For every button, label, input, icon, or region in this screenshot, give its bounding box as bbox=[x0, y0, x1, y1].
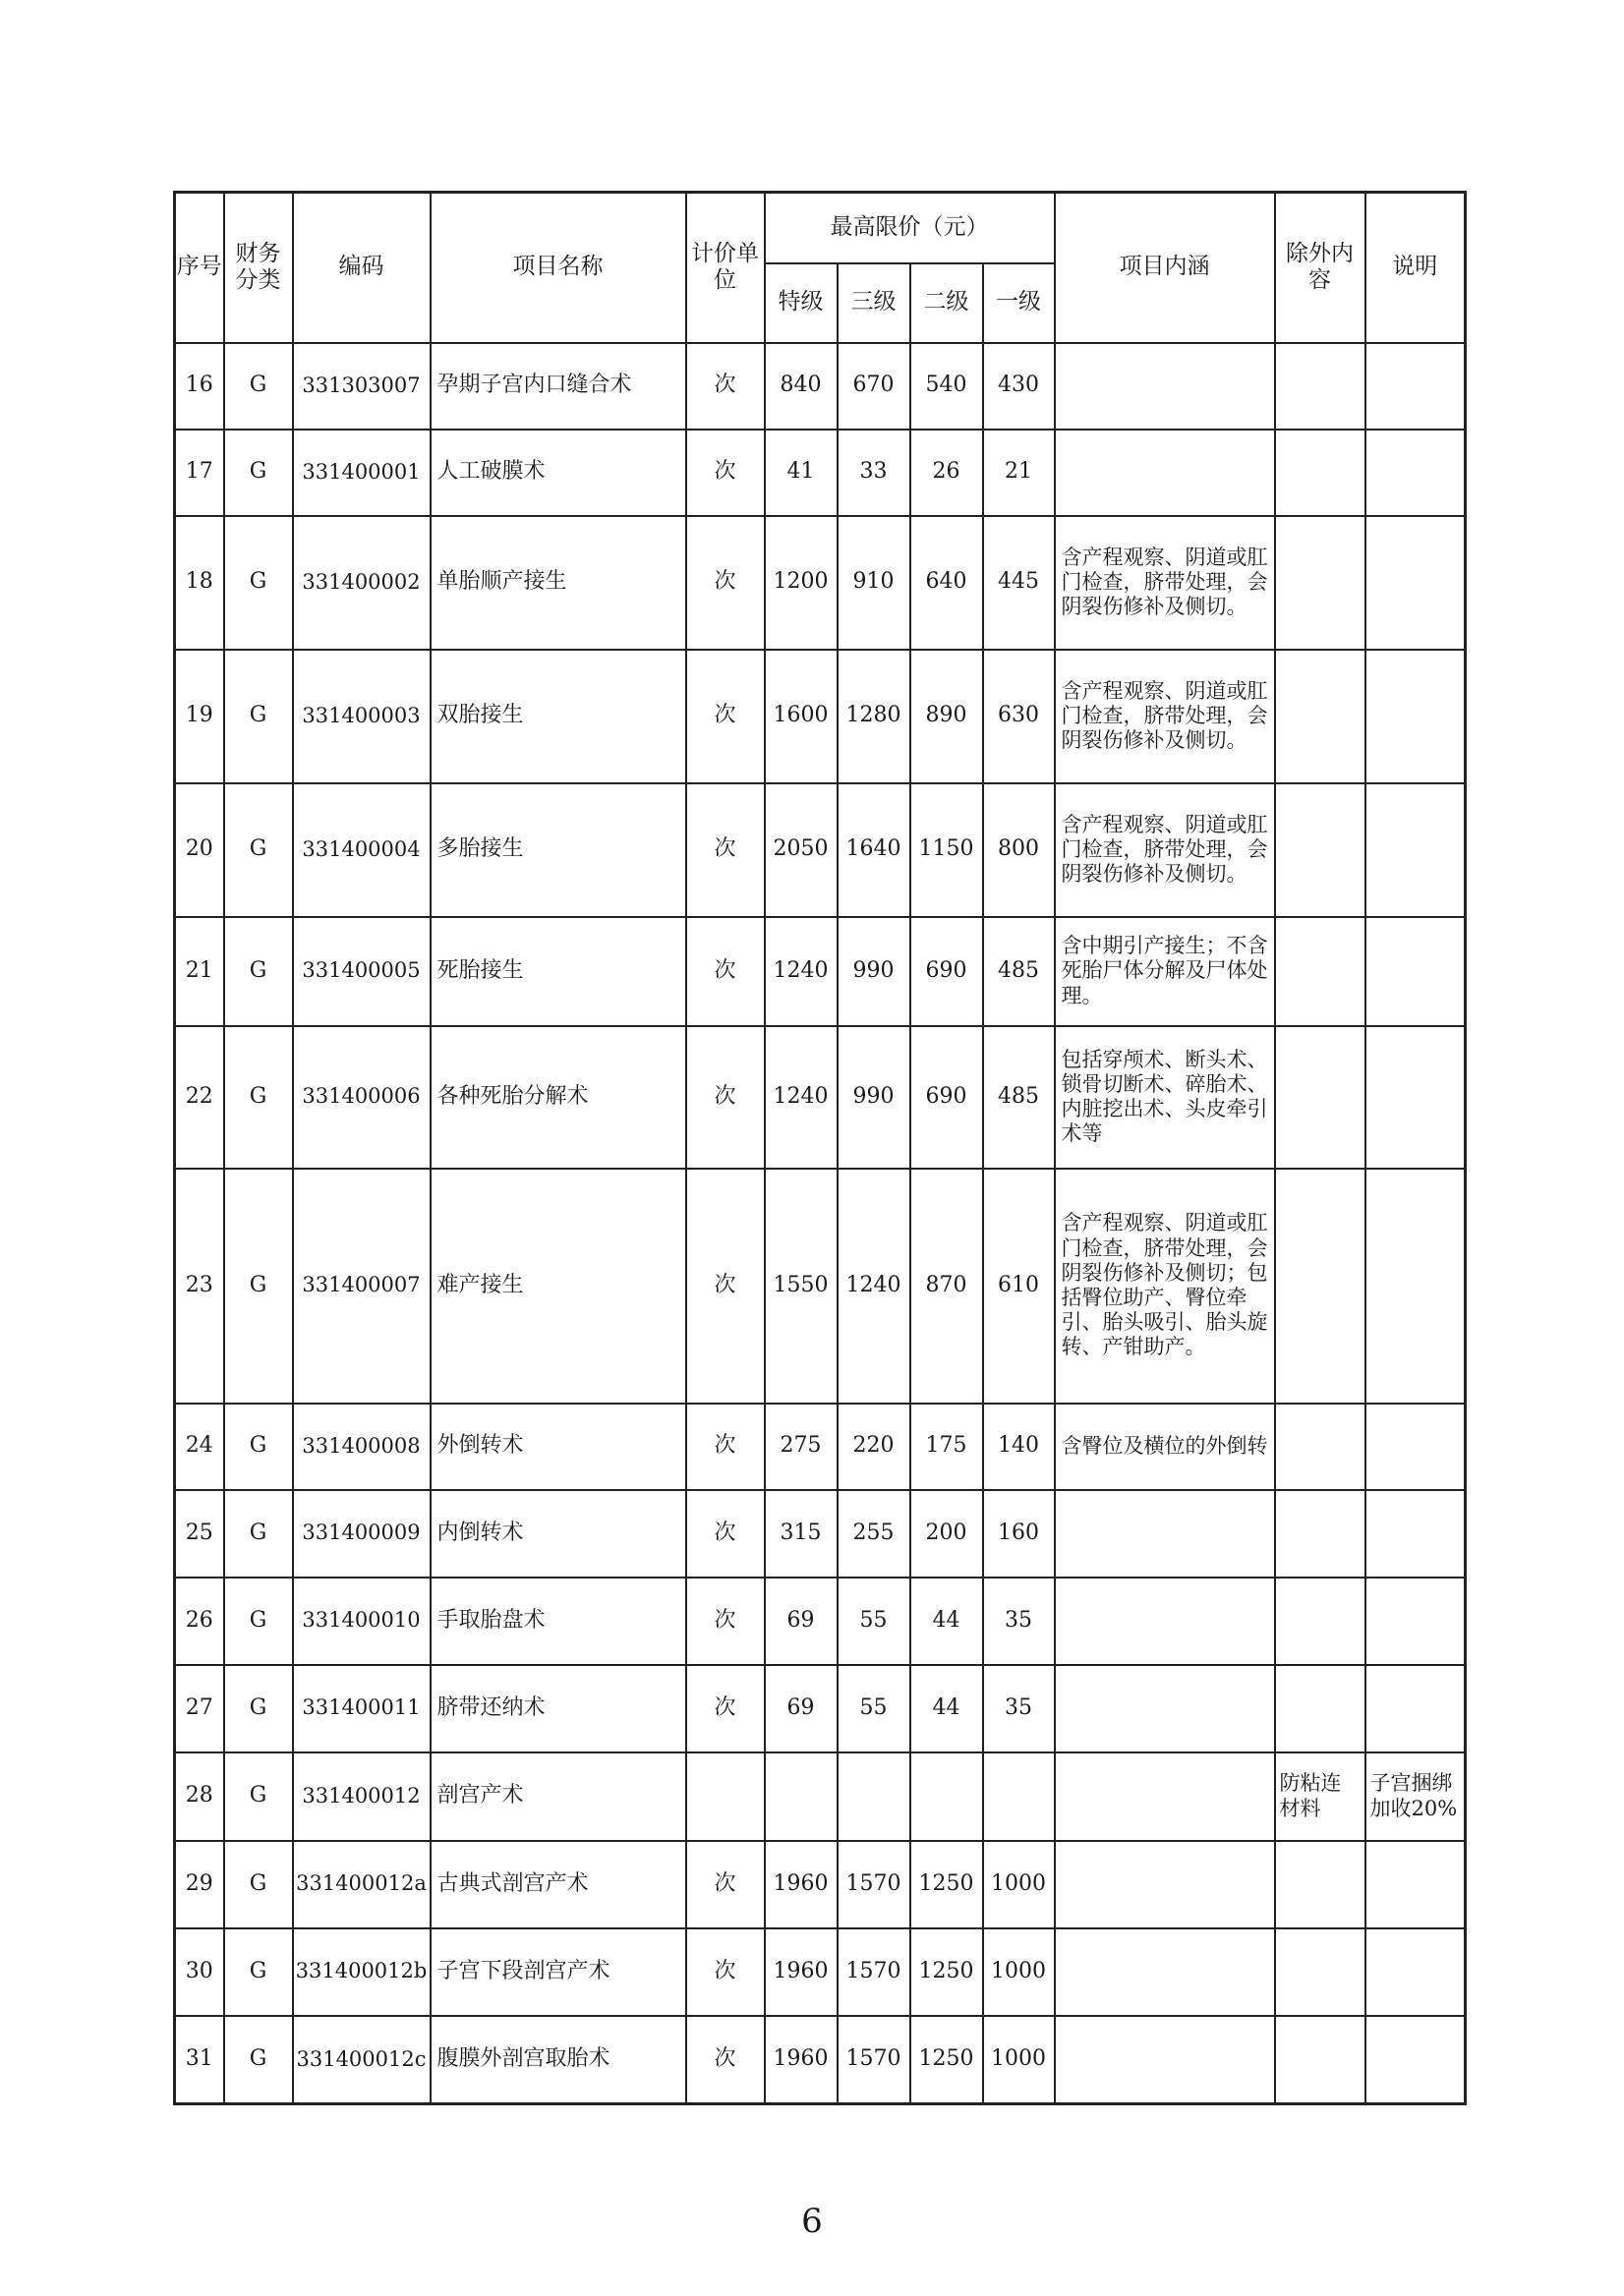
header-note: 说明 bbox=[1365, 193, 1466, 343]
row-price-level3: 1570 bbox=[838, 2016, 910, 2104]
row-name: 内倒转术 bbox=[431, 1490, 686, 1578]
row-price-special: 840 bbox=[765, 343, 838, 430]
row-price-level3: 1570 bbox=[838, 1841, 910, 1928]
table-row bbox=[175, 1752, 1466, 1841]
row-price-level2: 1250 bbox=[910, 2016, 983, 2104]
row-content: 含中期引产接生；不含死胎尸体分解及尸体处理。 bbox=[1055, 917, 1275, 1026]
row-unit: 次 bbox=[686, 1404, 765, 1490]
table-row bbox=[175, 1841, 1466, 1928]
row-price-special: 1240 bbox=[765, 1026, 838, 1169]
header-price-level1: 一级 bbox=[983, 263, 1055, 343]
row-price-level1: 630 bbox=[983, 650, 1055, 783]
row-name: 外倒转术 bbox=[431, 1404, 686, 1490]
row-category: G bbox=[224, 516, 293, 650]
row-category: G bbox=[224, 917, 293, 1026]
row-seq: 29 bbox=[175, 1841, 224, 1928]
row-note bbox=[1365, 1490, 1466, 1578]
row-price-special: 1960 bbox=[765, 1841, 838, 1928]
row-name: 古典式剖宫产术 bbox=[431, 1841, 686, 1928]
row-note bbox=[1365, 1841, 1466, 1928]
row-excluded bbox=[1275, 783, 1365, 917]
row-excluded bbox=[1275, 516, 1365, 650]
header-code: 编码 bbox=[293, 193, 431, 343]
row-content bbox=[1055, 1578, 1275, 1665]
row-note bbox=[1365, 650, 1466, 783]
row-content bbox=[1055, 430, 1275, 516]
header-excluded: 除外内容 bbox=[1275, 193, 1365, 343]
row-note bbox=[1365, 2016, 1466, 2104]
row-price-level2: 890 bbox=[910, 650, 983, 783]
row-price-special: 1550 bbox=[765, 1169, 838, 1404]
row-excluded bbox=[1275, 917, 1365, 1026]
row-price-level3: 220 bbox=[838, 1404, 910, 1490]
row-note bbox=[1365, 917, 1466, 1026]
row-category: G bbox=[224, 1665, 293, 1752]
row-price-special: 69 bbox=[765, 1578, 838, 1665]
row-code: 331400012a bbox=[293, 1841, 431, 1928]
row-note bbox=[1365, 1578, 1466, 1665]
page-number: 6 bbox=[801, 2202, 823, 2241]
row-excluded bbox=[1275, 650, 1365, 783]
row-price-level2: 690 bbox=[910, 1026, 983, 1169]
row-unit: 次 bbox=[686, 1928, 765, 2016]
row-content bbox=[1055, 343, 1275, 430]
row-seq: 18 bbox=[175, 516, 224, 650]
row-price-level1: 1000 bbox=[983, 1928, 1055, 2016]
row-code: 331400009 bbox=[293, 1490, 431, 1578]
row-excluded bbox=[1275, 2016, 1365, 2104]
row-price-special: 1960 bbox=[765, 1928, 838, 2016]
row-seq: 24 bbox=[175, 1404, 224, 1490]
row-price-level3: 33 bbox=[838, 430, 910, 516]
row-seq: 19 bbox=[175, 650, 224, 783]
row-code: 331400010 bbox=[293, 1578, 431, 1665]
row-unit: 次 bbox=[686, 1578, 765, 1665]
row-price-level2: 1250 bbox=[910, 1928, 983, 2016]
row-price-level3: 55 bbox=[838, 1665, 910, 1752]
row-seq: 23 bbox=[175, 1169, 224, 1404]
row-excluded: 防粘连材料 bbox=[1275, 1752, 1365, 1841]
row-category: G bbox=[224, 650, 293, 783]
row-price-level1 bbox=[983, 1752, 1055, 1841]
row-content: 包括穿颅术、断头术、锁骨切断术、碎胎术、内脏挖出术、头皮牵引术等 bbox=[1055, 1026, 1275, 1169]
row-excluded bbox=[1275, 430, 1365, 516]
row-price-level1: 800 bbox=[983, 783, 1055, 917]
row-name: 腹膜外剖宫取胎术 bbox=[431, 2016, 686, 2104]
row-price-special: 315 bbox=[765, 1490, 838, 1578]
row-content bbox=[1055, 1490, 1275, 1578]
row-content bbox=[1055, 1928, 1275, 2016]
row-content bbox=[1055, 1752, 1275, 1841]
row-name: 子宫下段剖宫产术 bbox=[431, 1928, 686, 2016]
table-row bbox=[175, 1578, 1466, 1665]
row-code: 331400012c bbox=[293, 2016, 431, 2104]
row-price-special bbox=[765, 1752, 838, 1841]
row-name: 难产接生 bbox=[431, 1169, 686, 1404]
row-category: G bbox=[224, 1026, 293, 1169]
row-price-level3: 1280 bbox=[838, 650, 910, 783]
table-row bbox=[175, 650, 1466, 783]
row-price-level2: 870 bbox=[910, 1169, 983, 1404]
row-seq: 25 bbox=[175, 1490, 224, 1578]
row-price-level3: 990 bbox=[838, 1026, 910, 1169]
row-seq: 22 bbox=[175, 1026, 224, 1169]
row-content: 含产程观察、阴道或肛门检查，脐带处理，会阴裂伤修补及侧切。 bbox=[1055, 650, 1275, 783]
row-name: 剖宫产术 bbox=[431, 1752, 686, 1841]
header-price-level2: 二级 bbox=[910, 263, 983, 343]
row-price-level2: 690 bbox=[910, 917, 983, 1026]
row-name: 孕期子宫内口缝合术 bbox=[431, 343, 686, 430]
row-price-level2: 26 bbox=[910, 430, 983, 516]
row-unit: 次 bbox=[686, 783, 765, 917]
row-price-level1: 35 bbox=[983, 1578, 1055, 1665]
row-category: G bbox=[224, 343, 293, 430]
row-code: 331400011 bbox=[293, 1665, 431, 1752]
row-category: G bbox=[224, 1752, 293, 1841]
row-price-special: 1960 bbox=[765, 2016, 838, 2104]
row-unit: 次 bbox=[686, 343, 765, 430]
row-price-level3: 670 bbox=[838, 343, 910, 430]
row-content bbox=[1055, 1841, 1275, 1928]
row-name: 双胎接生 bbox=[431, 650, 686, 783]
row-excluded bbox=[1275, 1404, 1365, 1490]
header-category: 财务分类 bbox=[224, 193, 293, 343]
row-excluded bbox=[1275, 1665, 1365, 1752]
row-excluded bbox=[1275, 1169, 1365, 1404]
row-code: 331400008 bbox=[293, 1404, 431, 1490]
row-note bbox=[1365, 516, 1466, 650]
header-name: 项目名称 bbox=[431, 193, 686, 343]
row-note bbox=[1365, 1665, 1466, 1752]
row-price-level3 bbox=[838, 1752, 910, 1841]
row-category: G bbox=[224, 1404, 293, 1490]
table-row bbox=[175, 1026, 1466, 1169]
row-code: 331400006 bbox=[293, 1026, 431, 1169]
table-row bbox=[175, 1169, 1466, 1404]
row-price-level2 bbox=[910, 1752, 983, 1841]
row-unit: 次 bbox=[686, 1665, 765, 1752]
row-content: 含产程观察、阴道或肛门检查，脐带处理，会阴裂伤修补及侧切。 bbox=[1055, 783, 1275, 917]
row-price-level2: 200 bbox=[910, 1490, 983, 1578]
row-seq: 27 bbox=[175, 1665, 224, 1752]
row-note bbox=[1365, 430, 1466, 516]
row-category: G bbox=[224, 1169, 293, 1404]
row-note bbox=[1365, 1928, 1466, 2016]
row-price-special: 1600 bbox=[765, 650, 838, 783]
table-row bbox=[175, 1665, 1466, 1752]
row-seq: 20 bbox=[175, 783, 224, 917]
row-code: 331400007 bbox=[293, 1169, 431, 1404]
header-price-special: 特级 bbox=[765, 263, 838, 343]
row-content bbox=[1055, 1665, 1275, 1752]
row-seq: 31 bbox=[175, 2016, 224, 2104]
table-row bbox=[175, 1928, 1466, 2016]
row-price-level1: 610 bbox=[983, 1169, 1055, 1404]
row-name: 手取胎盘术 bbox=[431, 1578, 686, 1665]
row-unit: 次 bbox=[686, 1490, 765, 1578]
row-price-special: 41 bbox=[765, 430, 838, 516]
row-excluded bbox=[1275, 343, 1365, 430]
row-note: 子宫捆绑加收20% bbox=[1365, 1752, 1466, 1841]
row-price-level3: 910 bbox=[838, 516, 910, 650]
row-content: 含臀位及横位的外倒转 bbox=[1055, 1404, 1275, 1490]
row-seq: 30 bbox=[175, 1928, 224, 2016]
row-price-level3: 1570 bbox=[838, 1928, 910, 2016]
row-note bbox=[1365, 783, 1466, 917]
row-price-level2: 540 bbox=[910, 343, 983, 430]
row-price-level3: 1640 bbox=[838, 783, 910, 917]
row-price-level3: 55 bbox=[838, 1578, 910, 1665]
header-price-level3: 三级 bbox=[838, 263, 910, 343]
row-price-special: 69 bbox=[765, 1665, 838, 1752]
table-row bbox=[175, 343, 1466, 430]
row-content: 含产程观察、阴道或肛门检查，脐带处理，会阴裂伤修补及侧切。 bbox=[1055, 516, 1275, 650]
row-category: G bbox=[224, 783, 293, 917]
table-row bbox=[175, 1490, 1466, 1578]
row-unit: 次 bbox=[686, 1026, 765, 1169]
row-unit: 次 bbox=[686, 2016, 765, 2104]
row-price-level3: 1240 bbox=[838, 1169, 910, 1404]
row-price-level1: 430 bbox=[983, 343, 1055, 430]
row-name: 各种死胎分解术 bbox=[431, 1026, 686, 1169]
row-price-level2: 44 bbox=[910, 1578, 983, 1665]
row-seq: 26 bbox=[175, 1578, 224, 1665]
header-seq: 序号 bbox=[175, 193, 224, 343]
row-category: G bbox=[224, 1841, 293, 1928]
table-row bbox=[175, 783, 1466, 917]
row-category: G bbox=[224, 430, 293, 516]
row-unit: 次 bbox=[686, 516, 765, 650]
row-name: 多胎接生 bbox=[431, 783, 686, 917]
row-unit: 次 bbox=[686, 1169, 765, 1404]
row-category: G bbox=[224, 1490, 293, 1578]
header-unit: 计价单位 bbox=[686, 193, 765, 343]
row-price-level2: 1150 bbox=[910, 783, 983, 917]
row-unit: 次 bbox=[686, 430, 765, 516]
row-price-level1: 1000 bbox=[983, 2016, 1055, 2104]
row-price-level2: 1250 bbox=[910, 1841, 983, 1928]
row-excluded bbox=[1275, 1578, 1365, 1665]
row-note bbox=[1365, 1026, 1466, 1169]
table-row bbox=[175, 2016, 1466, 2104]
table-row bbox=[175, 917, 1466, 1026]
table-row bbox=[175, 516, 1466, 650]
row-price-level3: 990 bbox=[838, 917, 910, 1026]
row-price-special: 275 bbox=[765, 1404, 838, 1490]
row-code: 331400003 bbox=[293, 650, 431, 783]
table-row bbox=[175, 1404, 1466, 1490]
row-price-level2: 44 bbox=[910, 1665, 983, 1752]
row-price-level1: 35 bbox=[983, 1665, 1055, 1752]
row-note bbox=[1365, 1169, 1466, 1404]
row-code: 331400005 bbox=[293, 917, 431, 1026]
row-name: 人工破膜术 bbox=[431, 430, 686, 516]
row-seq: 21 bbox=[175, 917, 224, 1026]
row-code: 331400004 bbox=[293, 783, 431, 917]
row-code: 331400002 bbox=[293, 516, 431, 650]
header-content: 项目内涵 bbox=[1055, 193, 1275, 343]
row-note bbox=[1365, 343, 1466, 430]
row-content: 含产程观察、阴道或肛门检查，脐带处理，会阴裂伤修补及侧切；包括臀位助产、臀位牵引、胎头吸引、胎头旋转、产钳助产。 bbox=[1055, 1169, 1275, 1404]
row-price-level1: 485 bbox=[983, 917, 1055, 1026]
row-price-level1: 445 bbox=[983, 516, 1055, 650]
row-code: 331400012b bbox=[293, 1928, 431, 2016]
header-price-group: 最高限价（元） bbox=[765, 193, 1055, 263]
row-category: G bbox=[224, 2016, 293, 2104]
row-price-special: 1200 bbox=[765, 516, 838, 650]
row-name: 脐带还纳术 bbox=[431, 1665, 686, 1752]
row-seq: 28 bbox=[175, 1752, 224, 1841]
row-price-level2: 640 bbox=[910, 516, 983, 650]
row-price-level1: 160 bbox=[983, 1490, 1055, 1578]
row-seq: 17 bbox=[175, 430, 224, 516]
row-category: G bbox=[224, 1928, 293, 2016]
row-price-level2: 175 bbox=[910, 1404, 983, 1490]
row-unit: 次 bbox=[686, 917, 765, 1026]
table-row bbox=[175, 430, 1466, 516]
row-unit: 次 bbox=[686, 1841, 765, 1928]
row-code: 331303007 bbox=[293, 343, 431, 430]
row-price-special: 2050 bbox=[765, 783, 838, 917]
row-unit bbox=[686, 1752, 765, 1841]
row-excluded bbox=[1275, 1026, 1365, 1169]
row-price-level1: 485 bbox=[983, 1026, 1055, 1169]
row-seq: 16 bbox=[175, 343, 224, 430]
row-price-level1: 1000 bbox=[983, 1841, 1055, 1928]
row-unit: 次 bbox=[686, 650, 765, 783]
row-code: 331400012 bbox=[293, 1752, 431, 1841]
row-code: 331400001 bbox=[293, 430, 431, 516]
row-content bbox=[1055, 2016, 1275, 2104]
row-category: G bbox=[224, 1578, 293, 1665]
row-note bbox=[1365, 1404, 1466, 1490]
row-price-level3: 255 bbox=[838, 1490, 910, 1578]
row-excluded bbox=[1275, 1841, 1365, 1928]
row-price-special: 1240 bbox=[765, 917, 838, 1026]
row-name: 死胎接生 bbox=[431, 917, 686, 1026]
row-name: 单胎顺产接生 bbox=[431, 516, 686, 650]
row-excluded bbox=[1275, 1490, 1365, 1578]
row-excluded bbox=[1275, 1928, 1365, 2016]
price-table bbox=[173, 191, 1467, 2105]
row-price-level1: 140 bbox=[983, 1404, 1055, 1490]
row-price-level1: 21 bbox=[983, 430, 1055, 516]
